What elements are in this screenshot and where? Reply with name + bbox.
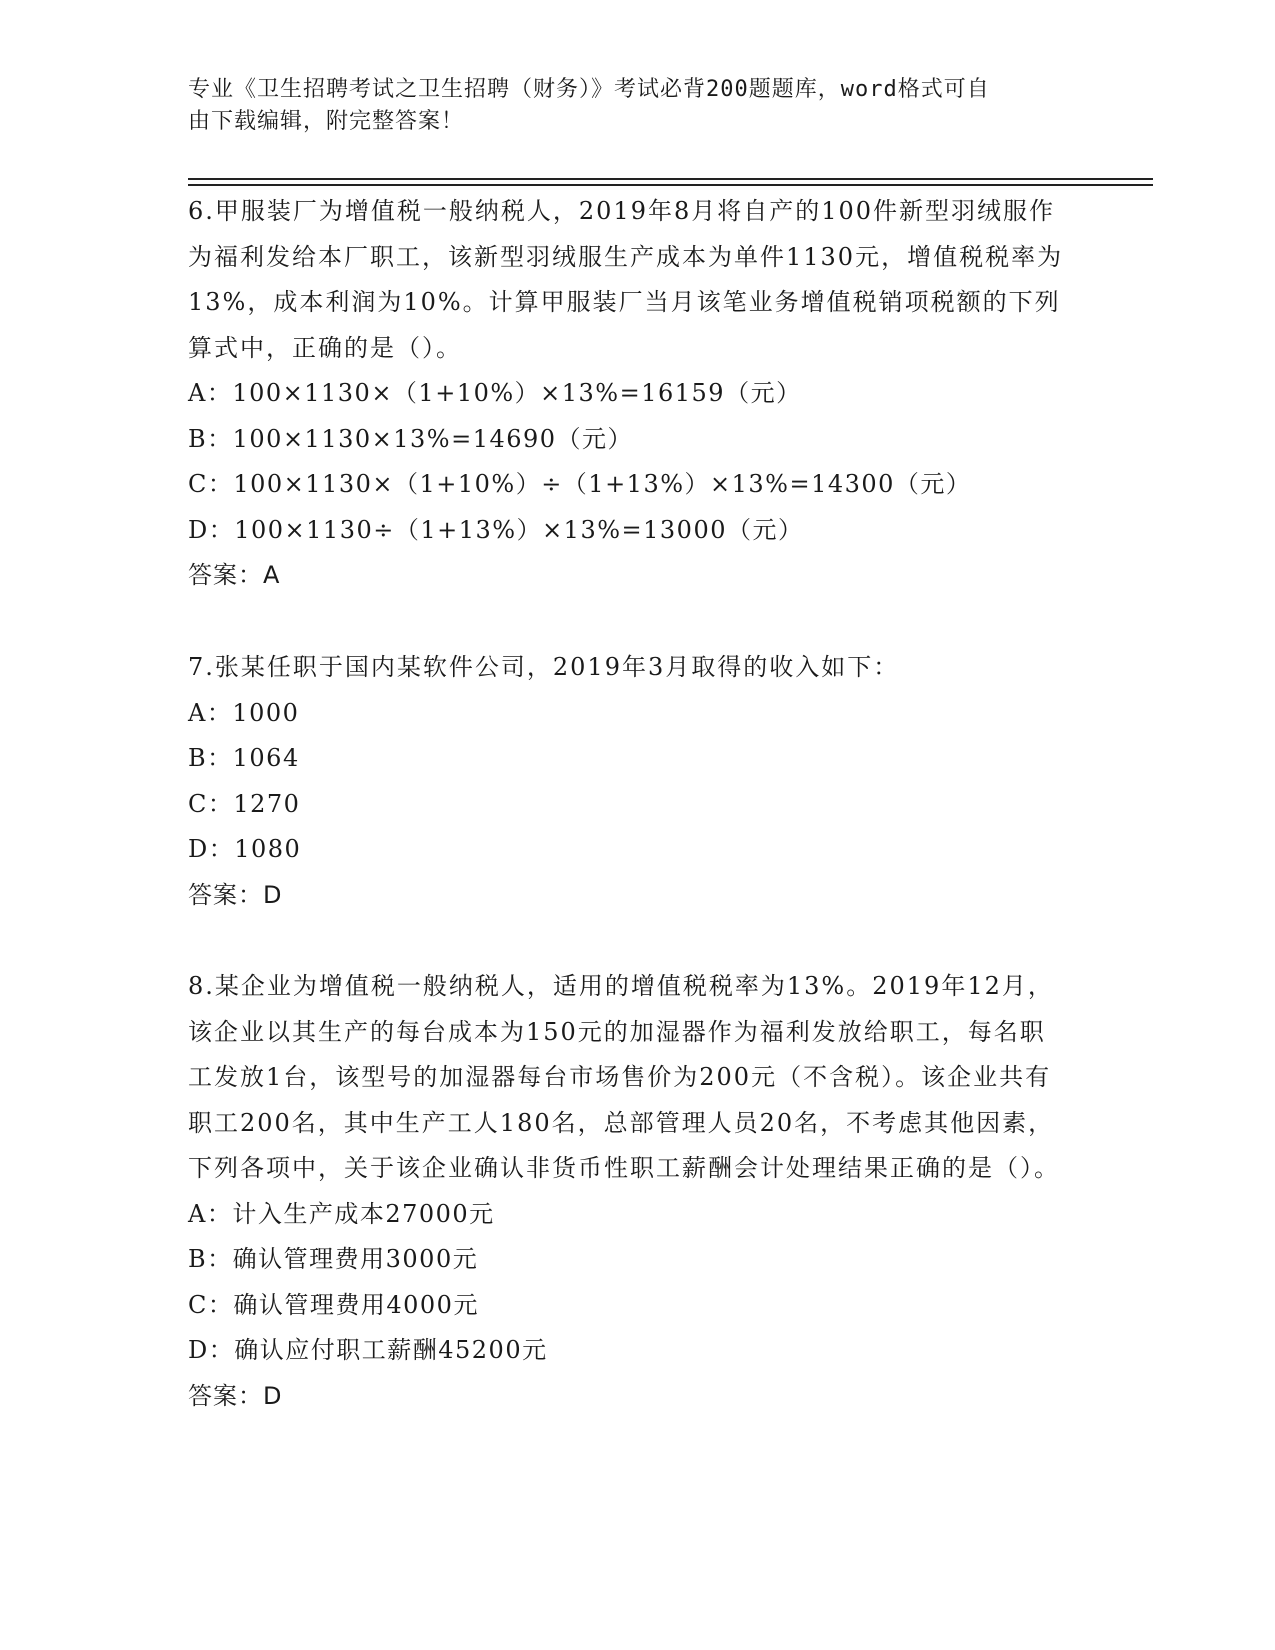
answer-line: 答案：D [188,1381,283,1410]
option-a: A：计入生产成本27000元 [188,1199,495,1228]
option-d: D：100×1130÷（1+13%）×13%=13000（元） [188,515,804,544]
question-stem: 7.张某任职于国内某软件公司，2019年3月取得的收入如下： [188,653,900,681]
option-b: B：1064 [188,744,300,772]
option-b: B：确认管理费用3000元 [188,1245,479,1273]
question-stem: 8.某企业为增值税一般纳税人，适用的增值税税率为13%。2019年12月，该企业以其生产的每台成本为150元的加湿器作为福利发放给职工，每名职工发放1台，该型号的加湿器每台市场售价为200元（不含税）。该企业共有职工200名，其中生产工人180名，总部管理人员20名，不考虑其他因素，下列各项中，关于该企业确认非货币性职工薪酬会计处理结果正确的是（）。 [188,972,1060,1182]
document-header [188,74,1068,138]
option-c: C：确认管理费用4000元 [188,1290,479,1319]
header-line-2: 由下载编辑，附完整答案！ [188,109,465,134]
option-b: B：100×1130×13%=14690（元） [188,424,634,453]
option-d: D：确认应付职工薪酬45200元 [188,1336,548,1364]
header-line-1: 专业《卫生招聘考试之卫生招聘（财务）》考试必背200题题库，word格式可自 [188,77,990,102]
answer-line: 答案：A [188,561,281,589]
header-divider-top [188,178,1153,180]
option-a: A：100×1130×（1+10%）×13%=16159（元） [188,379,802,407]
question-6 [188,189,1068,599]
answer-line: 答案：D [188,880,283,909]
option-c: C：1270 [188,789,301,818]
option-d: D：1080 [188,835,302,863]
option-a: A：1000 [188,698,300,727]
header-divider-bottom [188,184,1153,186]
question-7 [188,645,1068,918]
option-c: C：100×1130×（1+10%）÷（1+13%）×13%=14300（元） [188,470,972,498]
question-stem: 6.甲服装厂为增值税一般纳税人，2019年8月将自产的100件新型羽绒服作为福利发给本厂职工，该新型羽绒服生产成本为单件1130元，增值税税率为13%，成本利润为10%。计算甲服装厂当月该笔业务增值税销项税额的下列算式中，正确的是（）。 [188,197,1064,362]
question-8 [188,964,1068,1419]
